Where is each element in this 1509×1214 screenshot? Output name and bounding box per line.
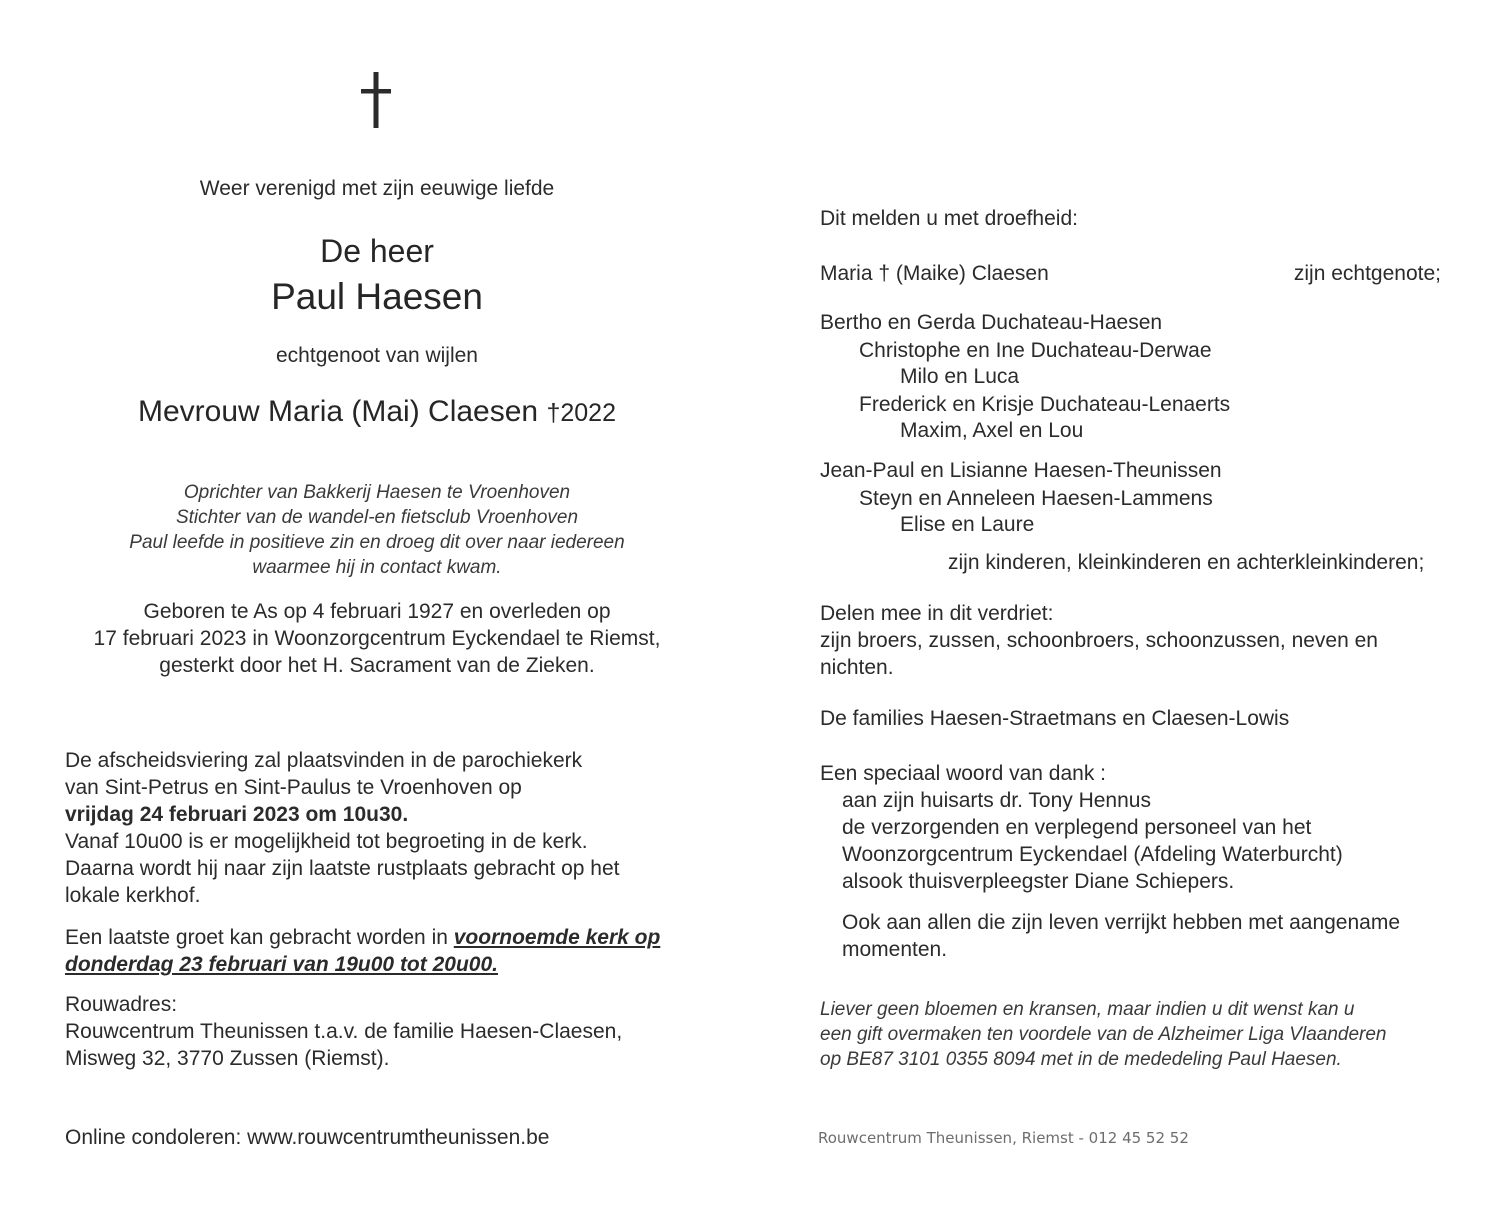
- family-member: Christophe en Ine Duchateau-Derwae: [859, 339, 1212, 362]
- announcement-heading: Dit melden u met droefheid:: [820, 207, 1078, 230]
- biography: [129, 480, 624, 580]
- thanks-extra-line: Ook aan allen die zijn leven verrijkt hebben met aangename: [842, 911, 1401, 934]
- greeting-prefix: Een laatste groet kan gebracht worden in: [65, 926, 454, 949]
- mourning-address: [65, 991, 622, 1072]
- share-line: nichten.: [820, 656, 894, 679]
- intro-text: Weer verenigd met zijn eeuwige liefde: [199, 177, 555, 200]
- gift-request: [820, 997, 1386, 1072]
- thanks-line: de verzorgenden en verplegend personeel van het: [842, 816, 1312, 839]
- bio-line: Stichter van de wandel-en fietsclub Vroenhoven: [175, 507, 579, 528]
- spouse-entry: Maria † (Maike) Claesen: [820, 262, 1049, 285]
- greeting-time: donderdag 23 februari van 19u00 tot 20u00.: [65, 953, 498, 976]
- spouse-name-heading: [138, 395, 616, 429]
- funeral-date: vrijdag 24 februari 2023 om 10u30.: [65, 803, 409, 826]
- birth-line: Geboren te As op 4 februari 1927 en overleden op: [143, 600, 611, 623]
- gift-line: Liever geen bloemen en kransen, maar indien u dit wenst kan u: [820, 999, 1355, 1020]
- address-label: Rouwadres:: [65, 993, 178, 1016]
- children-relation: zijn kinderen, kleinkinderen en achterkleinkinderen;: [948, 551, 1425, 574]
- family-group: [820, 309, 1230, 445]
- deceased-name: Paul Haesen: [271, 276, 483, 317]
- funeral-line: De afscheidsviering zal plaatsvinden in de parochiekerk: [65, 749, 583, 772]
- address-line: Misweg 32, 3770 Zussen (Riemst).: [65, 1047, 390, 1070]
- family-member: Jean-Paul en Lisianne Haesen-Theunissen: [820, 459, 1222, 482]
- honorific-title: De heer: [320, 233, 434, 269]
- shared-grief: [820, 600, 1378, 681]
- family-member: Frederick en Krisje Duchateau-Lenaerts: [859, 393, 1231, 416]
- funeral-line: lokale kerkhof.: [65, 884, 201, 907]
- thanks-section: [820, 760, 1343, 895]
- families-line: De families Haesen-Straetmans en Claesen-Lowis: [820, 707, 1290, 730]
- thanks-label: Een speciaal woord van dank :: [820, 762, 1107, 785]
- thanks-line: alsook thuisverpleegster Diane Schiepers.: [842, 870, 1235, 893]
- gift-line: een gift overmaken ten voordele van de Alzheimer Liga Vlaanderen: [820, 1024, 1387, 1045]
- funeral-home-footer: Rouwcentrum Theunissen, Riemst - 012 45 52 52: [818, 1129, 1189, 1147]
- family-member: Steyn en Anneleen Haesen-Lammens: [859, 487, 1213, 510]
- bio-line: waarmee hij in contact kwam.: [252, 557, 502, 578]
- spouse-name: Mevrouw Maria (Mai) Claesen: [138, 395, 539, 428]
- thanks-extra: [842, 909, 1400, 963]
- bio-line: Paul leefde in positieve zin en droeg dit over naar iedereen: [129, 532, 625, 553]
- last-greeting: [65, 924, 660, 978]
- funeral-line: Vanaf 10u00 is er mogelijkheid tot begroeting in de kerk.: [65, 830, 588, 853]
- birth-line: 17 februari 2023 in Woonzorgcentrum Eyckendael te Riemst,: [93, 627, 661, 650]
- spouse-intro: echtgenoot van wijlen: [276, 344, 478, 367]
- bio-line: Oprichter van Bakkerij Haesen te Vroenhoven: [183, 482, 571, 503]
- funeral-line: Daarna wordt hij naar zijn laatste rustplaats gebracht op het: [65, 857, 620, 880]
- thanks-line: aan zijn huisarts dr. Tony Hennus: [842, 789, 1151, 812]
- family-member: Elise en Laure: [900, 513, 1035, 536]
- family-member: Bertho en Gerda Duchateau-Haesen: [820, 311, 1163, 334]
- spouse-relation: zijn echtgenote;: [1293, 262, 1441, 285]
- funeral-line: van Sint-Petrus en Sint-Paulus te Vroenhoven op: [65, 776, 522, 799]
- share-line: Delen mee in dit verdriet:: [820, 602, 1054, 625]
- family-member: Milo en Luca: [900, 365, 1020, 388]
- funeral-info: [65, 747, 619, 909]
- share-line: zijn broers, zussen, schoonbroers, schoonzussen, neven en: [820, 629, 1378, 652]
- gift-line: op BE87 3101 0355 8094 met in de mededeling Paul Haesen.: [820, 1049, 1342, 1070]
- birth-line: gesterkt door het H. Sacrament van de Zieken.: [159, 654, 595, 677]
- birth-death-info: [94, 598, 661, 679]
- family-group: [820, 457, 1222, 539]
- thanks-extra-line: momenten.: [842, 938, 948, 961]
- spouse-row: [820, 262, 1441, 286]
- greeting-location: voornoemde kerk op: [453, 926, 661, 949]
- family-member: Maxim, Axel en Lou: [900, 419, 1084, 442]
- address-line: Rouwcentrum Theunissen t.a.v. de familie Haesen-Claesen,: [65, 1020, 623, 1043]
- spouse-death-year: †2022: [546, 399, 616, 427]
- cross-icon: [356, 72, 396, 128]
- thanks-line: Woonzorgcentrum Eyckendael (Afdeling Waterburcht): [842, 843, 1343, 866]
- online-condolence: Online condoleren: www.rouwcentrumtheunissen.be: [65, 1126, 550, 1149]
